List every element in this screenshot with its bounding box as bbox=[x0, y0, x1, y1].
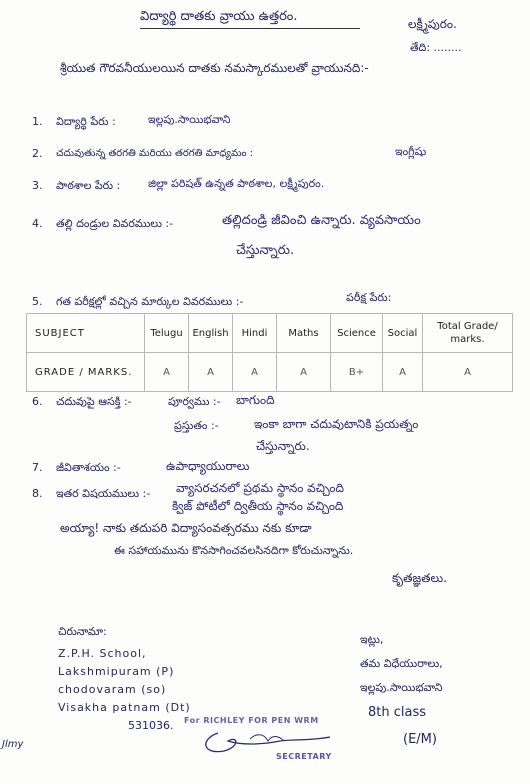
address-line: Z.P.H. School, bbox=[58, 647, 147, 660]
signoff-class: 8th class bbox=[368, 705, 427, 720]
table-row bbox=[27, 353, 513, 392]
exam-name-label: పరీక్ష పేరు: bbox=[346, 291, 392, 304]
detail-4-num: 4. bbox=[32, 217, 43, 230]
stamp-bottom-text: SECRETARY bbox=[276, 752, 332, 761]
grades-table bbox=[26, 313, 513, 392]
marks-num: 5. bbox=[32, 295, 43, 308]
header-total: Total Grade/ marks. bbox=[423, 314, 513, 353]
interest-past-label: పూర్వము :- bbox=[168, 395, 221, 408]
grade-english: A bbox=[189, 353, 233, 392]
address-line: Visakha patnam (Dt) bbox=[58, 701, 191, 714]
goal-label: జీవితాశయం :- bbox=[56, 461, 121, 474]
table-header-row bbox=[27, 314, 513, 353]
detail-3-num: 3. bbox=[32, 179, 43, 192]
other-line-3: అయ్యా! నాకు తదుపరి విద్యాసంవత్సరము నకు కూడా bbox=[60, 521, 312, 535]
interest-present-value-cont: చేస్తున్నారు. bbox=[256, 439, 310, 453]
letter-title: విద్యార్థి దాతకు వ్రాయు ఉత్తరం. bbox=[140, 9, 298, 24]
grade-total: A bbox=[423, 353, 513, 392]
date-label: తేది: ........ bbox=[410, 41, 462, 54]
interest-num: 6. bbox=[32, 395, 43, 408]
detail-2-value: ఇంగ్లీషు bbox=[395, 145, 427, 158]
other-num: 8. bbox=[32, 487, 43, 500]
grade-social: A bbox=[383, 353, 423, 392]
detail-1-num: 1. bbox=[32, 115, 43, 128]
title-underline bbox=[140, 28, 360, 29]
header-subject: SUBJECT bbox=[27, 314, 145, 353]
marks-label: గత పరీక్షల్లో వచ్చిన మార్కుల వివరములు :- bbox=[56, 295, 244, 308]
margin-note: Jlmy bbox=[2, 739, 24, 750]
goal-value: ఉపాధ్యాయురాలు bbox=[166, 459, 250, 473]
detail-1-value: ఇల్లపు.సాయిభవాని bbox=[148, 113, 231, 126]
other-line-4: ఈ సహాయమును కొనసాగించవలసినదిగా కోరుచున్నాను. bbox=[114, 544, 354, 557]
detail-4-value-cont: చేస్తున్నారు. bbox=[236, 243, 295, 258]
address-line: chodovaram (so) bbox=[58, 683, 167, 696]
signoff-name: ఇల్లపు.సాయిభవాని bbox=[360, 681, 443, 694]
row-label: GRADE / MARKS. bbox=[27, 353, 145, 392]
goal-num: 7. bbox=[32, 461, 43, 474]
other-line-2: క్విజ్ పోటీలో ద్వితీయ స్థానం వచ్చింది bbox=[172, 499, 344, 513]
signoff-line-1: ఇట్లు, bbox=[360, 633, 384, 646]
address-line: 531036. bbox=[128, 719, 174, 732]
salutation: శ్రీయుత గౌరవనీయులయిన దాతకు నమస్కారములతో వ్రాయునది:- bbox=[60, 61, 369, 75]
interest-present-value: ఇంకా బాగా చదువుటానికి ప్రయత్నం bbox=[254, 417, 419, 431]
detail-4-label: తల్లి దండ్రుల వివరములు :- bbox=[56, 217, 174, 230]
grade-maths: A bbox=[277, 353, 331, 392]
detail-1-label: విద్యార్థి పేరు : bbox=[56, 115, 116, 128]
signoff-medium: (E/M) bbox=[403, 732, 437, 747]
signoff-line-2: తమ విధేయురాలు, bbox=[360, 657, 443, 670]
detail-2-num: 2. bbox=[32, 147, 43, 160]
grade-hindi: A bbox=[233, 353, 277, 392]
detail-4-value: తల్లిదండ్రి జీవించి ఉన్నారు. వ్యవసాయం bbox=[222, 213, 421, 228]
header-telugu: Telugu bbox=[145, 314, 189, 353]
interest-past-value: బాగుంది bbox=[236, 393, 275, 407]
official-stamp bbox=[180, 711, 350, 769]
address-line: Lakshmipuram (P) bbox=[58, 665, 175, 678]
header-maths: Maths bbox=[277, 314, 331, 353]
grade-telugu: A bbox=[145, 353, 189, 392]
address-heading: చిరునామా: bbox=[58, 625, 107, 638]
grade-science: B+ bbox=[331, 353, 383, 392]
detail-3-value: జిల్లా పరిషత్ ఉన్నత పాఠశాల, లక్ష్మీపురం. bbox=[148, 177, 325, 190]
detail-2-label: చదువుతున్న తరగతి మరియు తరగతి మాధ్యమం : bbox=[56, 148, 254, 159]
stamp-top-text: For RICHLEY FOR PEN WRM bbox=[184, 716, 319, 725]
header-social: Social bbox=[383, 314, 423, 353]
interest-label: చదువుపై ఆసక్తి :- bbox=[56, 395, 132, 408]
header-hindi: Hindi bbox=[233, 314, 277, 353]
other-label: ఇతర విషయములు :- bbox=[56, 487, 151, 500]
place-name: లక్ష్మీపురం. bbox=[408, 17, 457, 31]
other-line-1: వ్యాసరచనలో ప్రథమ స్థానం వచ్చింది bbox=[176, 481, 344, 495]
header-science: Science bbox=[331, 314, 383, 353]
thanks: కృతజ్ఞతలు. bbox=[392, 571, 447, 585]
header-english: English bbox=[189, 314, 233, 353]
detail-3-label: పాఠశాల పేరు : bbox=[56, 179, 121, 192]
interest-present-label: ప్రస్తుతం :- bbox=[174, 419, 219, 432]
